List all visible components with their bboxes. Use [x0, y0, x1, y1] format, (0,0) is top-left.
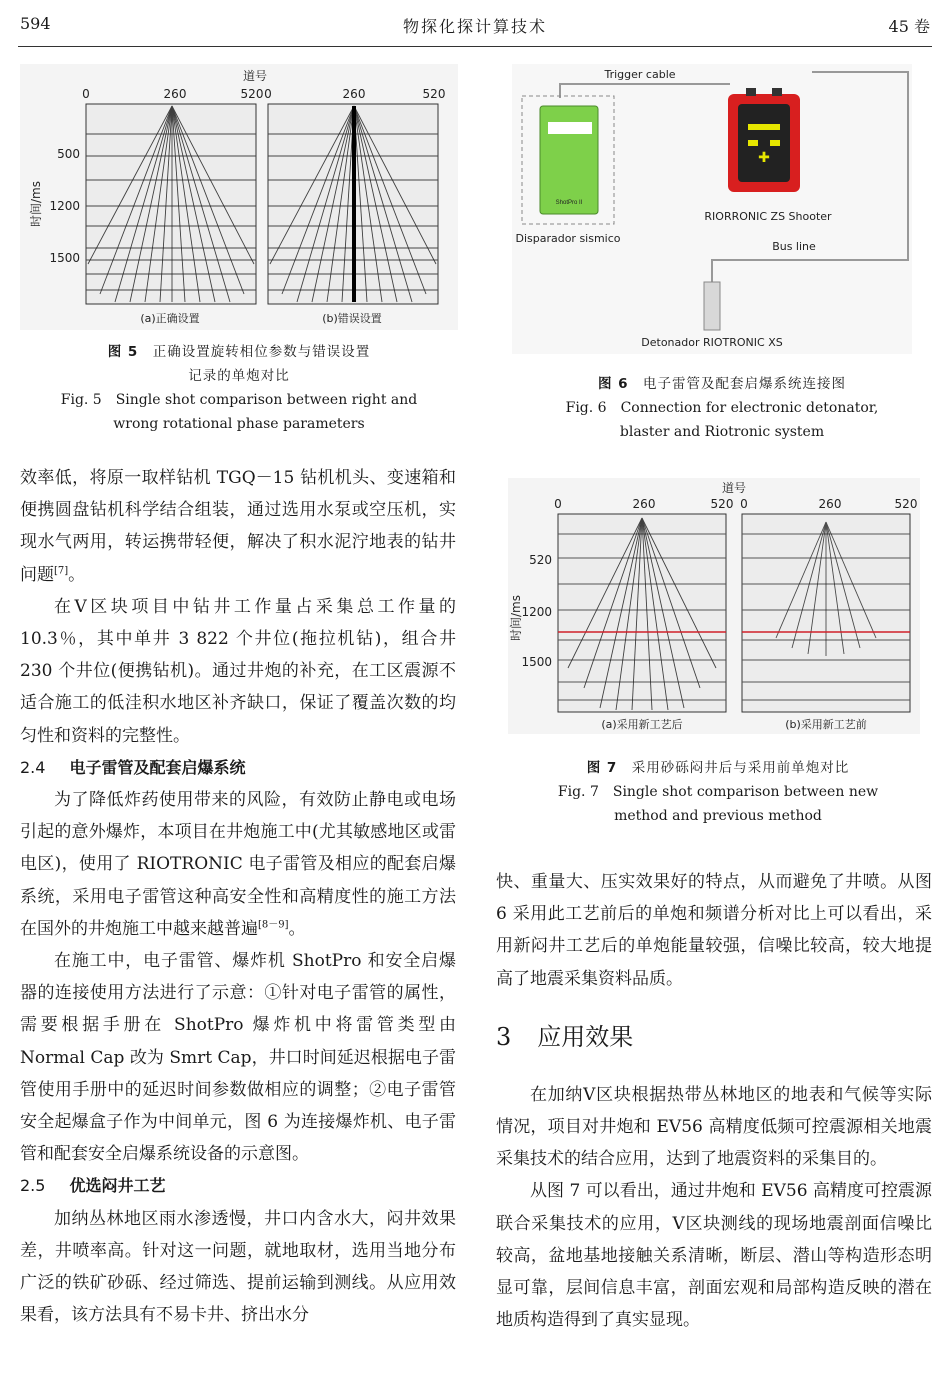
citation: [8－9]	[258, 919, 289, 931]
section-2-5-heading	[20, 1170, 456, 1202]
fig7-panel-b	[742, 514, 910, 712]
fig6-caption-cn: 电子雷管及配套启爆系统连接图	[643, 376, 847, 392]
figure-7	[508, 478, 920, 734]
fig6-shotpro-label: ShotPro II	[555, 200, 583, 206]
fig7-tick-x: 260	[818, 497, 842, 511]
fig7-tick-x: 520	[710, 497, 734, 511]
fig5-caption-en-1: Fig. 5 Single shot comparison between right and	[60, 392, 418, 408]
paragraph: 加纳丛林地区雨水渗透慢，井口内含水大，闷井效果差，井喷率高。针对这一问题，就地取材，选用当地分布广泛的铁矿砂砾、经过筛选、提前运输到测线。从应用效果看，该方法具有不易卡井、挤出水分	[20, 1208, 456, 1326]
page-number: 594	[20, 14, 51, 33]
fig7-tick-y: 520	[529, 553, 552, 567]
figure-5-graphic	[20, 64, 458, 330]
fig5-caption-en-2: wrong rotational phase parameters	[113, 416, 365, 432]
paragraph: 在施工中，电子雷管、爆炸机 ShotPro 和安全启爆器的连接使用方法进行了示意：①针对电子雷管的属性，需要根据手册在 ShotPro 爆炸机中将雷管类型由 Normal Cap 改为 Smrt Cap，井口时间延迟根据电子雷管使用手册中的延迟时间参数做相应的调整；②电子雷管安全起爆盒子作为中间单元，图 6 为连接爆炸机、电子雷管和配套安全启爆系统设备的示意图。	[20, 951, 456, 1165]
fig6-caption-en-2: blaster and Riotronic system	[619, 424, 825, 440]
fig7-tick-x: 0	[554, 497, 562, 511]
paragraph: 在加纳Ⅴ区块根据热带丛林地区的地表和气候等实际情况，项目对井炮和 EV56 高精度低频可控震源相关地震采集技术的结合应用，达到了地震资料的采集目的。	[496, 1084, 932, 1170]
paragraph: 快、重量大、压实效果好的特点，从而避免了井喷。从图 6 采用此工艺前后的单炮和频谱分析对比上可以看出，采用新闷井工艺后的单炮能量较强，信噪比较高，较大地提高了地震采集资料品质。	[496, 872, 932, 989]
fig5-panel-b-label: (b)错误设置	[322, 312, 382, 325]
section-title: 电子雷管及配套启爆系统	[69, 757, 246, 777]
paragraph-text: 效率低，将原一取样钻机 TGQ－15 钻机机头、变速箱和便携圆盘钻机科学结合组装，通过选用水泵或空压机，实现水气两用，转运携带轻便，解决了积水泥泞地表的钻井问题	[20, 468, 456, 585]
fig5-axis-y: 时间/ms	[29, 181, 43, 227]
fig5-caption-cn-1: 正确设置旋转相位参数与错误设置	[152, 344, 371, 360]
paragraph-text: 为了降低炸药使用带来的风险，有效防止静电或电场引起的意外爆炸，本项目在井炮施工中(尤其敏感地区或雷电区)，使用了 RIOTRONIC 电子雷管及相应的配套启爆系统，采用电子雷管这种高安全性和高精度性的施工方法在国外的井炮施工中越来越普遍	[20, 790, 456, 939]
fig5-caption-cn-2: 记录的单炮对比	[188, 368, 290, 384]
citation: [7]	[54, 564, 69, 576]
fig5-tick-y: 1500	[49, 251, 80, 265]
fig5-panel-b	[268, 104, 438, 304]
journal-title: 物探化探计算技术	[402, 17, 547, 36]
fig5-panel-a-label: (a)正确设置	[140, 312, 200, 325]
header-rule	[18, 46, 932, 47]
fig5-tick-y: 1200	[49, 199, 80, 213]
paragraph: 从图 7 可以看出，通过井炮和 EV56 高精度可控震源联合采集技术的应用，Ⅴ区块测线的现场地震剖面信噪比较高，盆地基地接触关系清晰，断层、潜山等构造形态明显可靠，层间信息丰富，剖面宏观和局部构造反映的潜在地质构造得到了真实显现。	[496, 1181, 932, 1331]
section-2-4-heading	[20, 752, 456, 784]
figure-7-caption	[508, 756, 928, 828]
fig7-caption-en-1: Fig. 7 Single shot comparison between new	[557, 784, 879, 800]
fig5-tick-x: 0	[264, 87, 272, 101]
section-number: 2.5	[20, 1176, 46, 1196]
figure-5-caption	[20, 340, 458, 436]
paragraph-text: 。	[68, 564, 86, 585]
fig5-axis-top: 道号	[242, 69, 268, 83]
fig7-panel-b-label: (b)采用新工艺前	[785, 718, 867, 731]
section-3-heading	[496, 1017, 932, 1057]
fig7-tick-y: 1200	[521, 605, 552, 619]
fig5-tick-x: 260	[342, 87, 366, 101]
fig5-caption-label: 图 5	[107, 344, 139, 360]
fig7-axis-top: 道号	[721, 481, 747, 495]
figure-6-caption	[512, 372, 932, 444]
paragraph-text: 。	[288, 918, 306, 939]
fig7-panel-a-label: (a)采用新工艺后	[601, 718, 683, 731]
fig5-tick-x: 520	[422, 87, 446, 101]
fig6-caption-en-1: Fig. 6 Connection for electronic detonator,	[565, 400, 879, 416]
fig7-tick-x: 260	[632, 497, 656, 511]
fig7-tick-x: 0	[740, 497, 748, 511]
fig6-disparador: Disparador sismico	[515, 232, 621, 245]
fig7-caption-cn: 采用砂砾闷井后与采用前单炮对比	[631, 760, 850, 776]
section-number: 2.4	[20, 757, 46, 777]
fig6-shooter-device	[728, 88, 800, 192]
left-column	[20, 462, 456, 1331]
fig5-tick-x: 260	[163, 87, 187, 101]
fig6-trigger-cable: Trigger cable	[604, 68, 676, 81]
fig6-caption-label: 图 6	[597, 376, 629, 392]
fig7-axis-y: 时间/ms	[509, 595, 523, 641]
section-title: 应用效果	[537, 1022, 634, 1051]
fig7-panel-a	[558, 514, 726, 712]
figure-5	[20, 64, 458, 330]
fig6-detonador: Detonador RIOTRONIC XS	[641, 336, 783, 349]
figure-6	[512, 64, 912, 354]
fig7-caption-en-2: method and previous method	[614, 808, 822, 824]
fig7-tick-y: 1500	[521, 655, 552, 669]
figure-6-graphic	[512, 64, 912, 354]
paragraph	[20, 462, 456, 591]
paragraph: 在Ⅴ区块项目中钻井工作量占采集总工作量的 10.3％，其中单井 3 822 个井位(拖拉机钻)，组合井 230 个井位(便携钻机)。通过井炮的补充，在工区震源不适合施工的低洼积水地区补齐缺口，保证了覆盖次数的均匀性和资料的完整性。	[20, 596, 456, 746]
section-title: 优选闷井工艺	[69, 1176, 166, 1196]
volume: 45 卷	[888, 17, 930, 36]
fig5-tick-x: 0	[82, 87, 90, 101]
fig5-panel-a	[86, 104, 256, 304]
fig5-tick-x: 520	[240, 87, 264, 101]
fig6-bus-line: Bus line	[772, 240, 816, 253]
fig5-tick-y: 500	[57, 147, 80, 161]
fig6-shooter-dpad: ✚	[758, 150, 770, 166]
fig7-caption-label: 图 7	[586, 760, 618, 776]
fig7-tick-x: 520	[894, 497, 918, 511]
paragraph	[20, 784, 456, 945]
section-number: 3	[496, 1022, 512, 1051]
figure-7-graphic	[508, 478, 920, 734]
right-column	[496, 866, 932, 1336]
fig6-shooter: RIORRONIC ZS Shooter	[704, 210, 832, 223]
